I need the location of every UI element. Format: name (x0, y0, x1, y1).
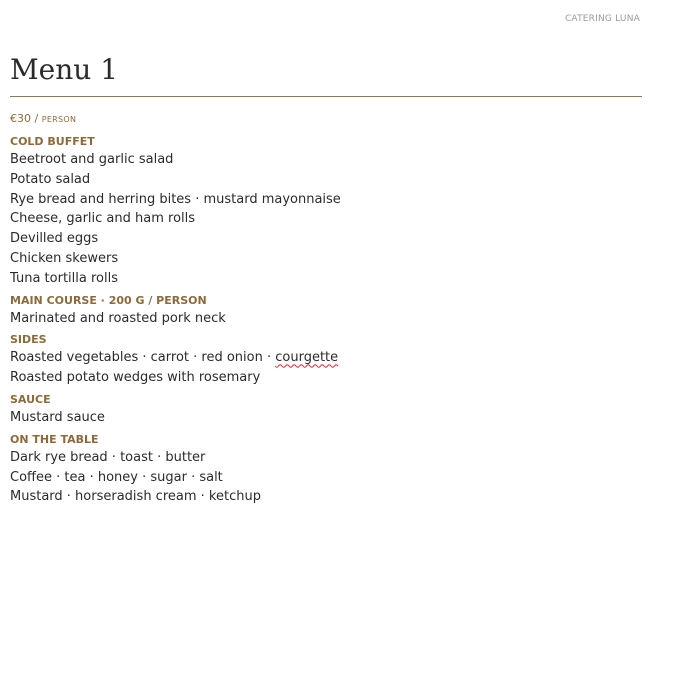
menu-item: Beetroot and garlic salad (10, 152, 174, 167)
section-heading: SIDES (10, 333, 47, 347)
page-title: Menu 1 (10, 53, 119, 86)
price-unit: PERSON (41, 115, 77, 124)
menu-item: Mustard sauce (10, 409, 105, 425)
section-heading: COLD BUFFET (10, 135, 95, 148)
section-cold-buffet (10, 134, 642, 289)
misspelled-word[interactable]: courgette (275, 350, 339, 366)
section-on-the-table (10, 432, 642, 507)
section-heading: SAUCE (10, 392, 51, 406)
menu-item: Chicken skewers (10, 250, 119, 266)
price-amount: €30 / (10, 112, 39, 125)
section-main-course (10, 293, 642, 329)
menu-item: Dark rye bread · toast · butter (10, 449, 206, 465)
section-heading: ON THE TABLE (10, 432, 99, 446)
menu-item: Mustard · horseradish cream · ketchup (10, 489, 261, 505)
brand-name: CATERING LUNA (564, 14, 640, 24)
menu-item: Potato salad (10, 171, 91, 187)
menu-item: Rye bread and herring bites · mustard mayonnaise (10, 191, 341, 207)
section-sauce (10, 392, 642, 428)
menu-item (10, 348, 642, 368)
price-per-person (10, 112, 76, 127)
menu-item-text: Roasted vegetables · carrot · red onion · (10, 350, 276, 366)
menu-item: Coffee · tea · honey · sugar · salt (10, 469, 223, 485)
section-sides (10, 332, 642, 388)
section-heading: MAIN COURSE · 200 G / PERSON (10, 293, 207, 307)
menu-content (10, 134, 642, 507)
menu-item: Roasted potato wedges with rosemary (10, 370, 261, 386)
menu-item: Marinated and roasted pork neck (10, 310, 226, 326)
title-divider (10, 96, 642, 97)
menu-item: Cheese, garlic and ham rolls (10, 211, 196, 227)
menu-item: Devilled eggs (10, 231, 99, 247)
menu-item: Tuna tortilla rolls (10, 270, 118, 286)
